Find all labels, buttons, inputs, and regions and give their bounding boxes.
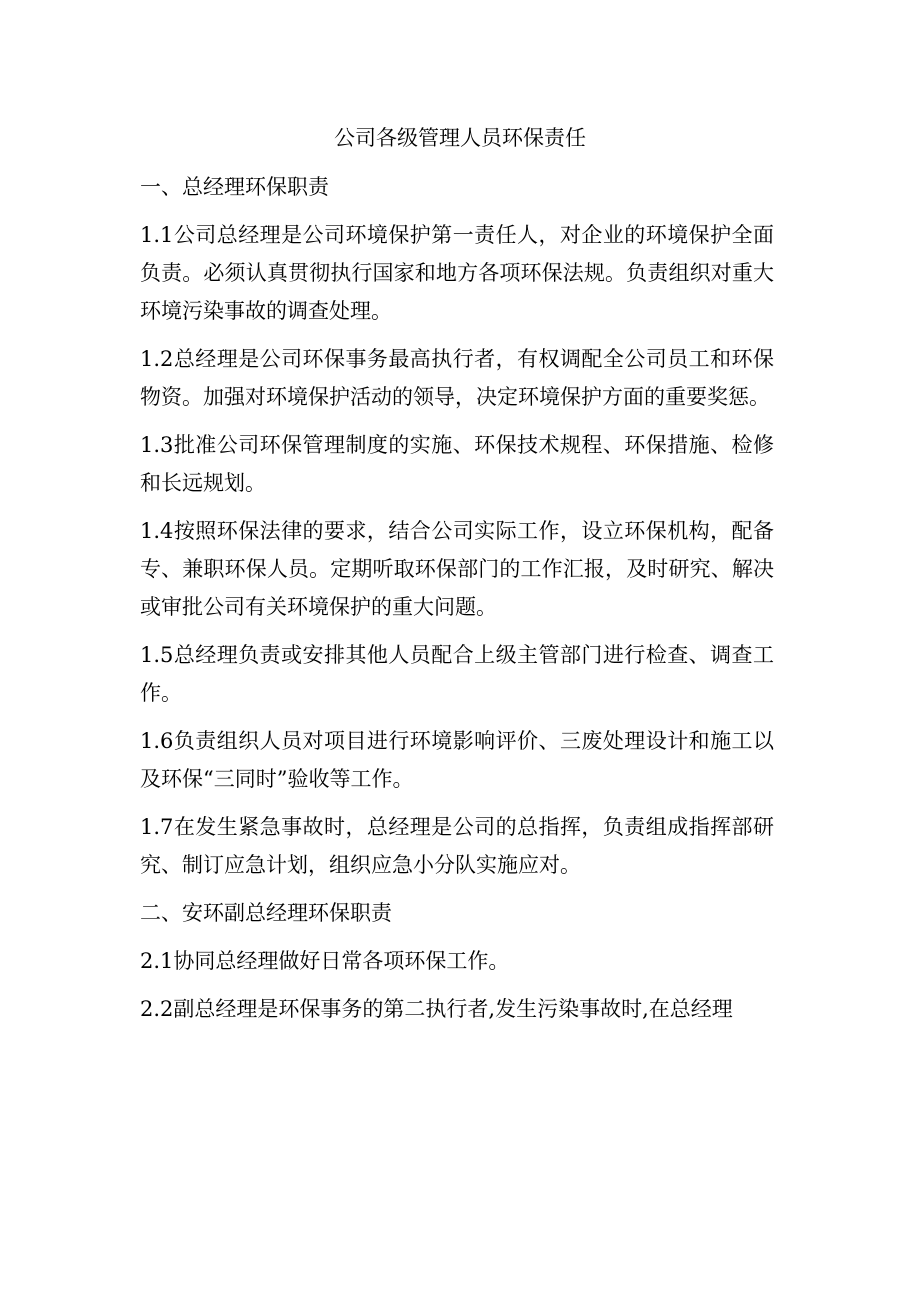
section-heading: 二、安环副总经理环保职责 bbox=[140, 901, 392, 925]
document-title: 公司各级管理人员环保责任 bbox=[334, 126, 586, 150]
clause-1-5: 1.5总经理负责或安排其他人员配合上级主管部门进行检查、调查工作。 bbox=[140, 643, 774, 705]
clause-1-6: 1.6负责组织人员对项目进行环境影响评价、三废处理设计和施工以及环保“三同时”验收等工作。 bbox=[140, 729, 774, 791]
document-body bbox=[140, 168, 774, 1038]
clause-2-1: 2.1协同总经理做好日常各项环保工作。 bbox=[140, 949, 510, 973]
section-deputy-general-manager bbox=[140, 894, 774, 1028]
clause-2-2: 2.2副总经理是环保事务的第二执行者,发生污染事故时,在总经理 bbox=[140, 997, 733, 1021]
clause-1-4: 1.4按照环保法律的要求，结合公司实际工作，设立环保机构，配备专、兼职环保人员。定期听取环保部门的工作汇报，及时研究、解决或审批公司有关环境保护的重大问题。 bbox=[140, 519, 774, 619]
section-general-manager bbox=[140, 168, 774, 884]
clause-1-2: 1.2总经理是公司环保事务最高执行者，有权调配全公司员工和环保物资。加强对环境保护活动的领导，决定环境保护方面的重要奖惩。 bbox=[140, 347, 774, 409]
clause-1-3: 1.3批准公司环保管理制度的实施、环保技术规程、环保措施、检修和长远规划。 bbox=[140, 433, 774, 495]
clause-1-7: 1.7在发生紧急事故时，总经理是公司的总指挥，负责组成指挥部研究、制订应急计划，组织应急小分队实施应对。 bbox=[140, 815, 774, 877]
clause-1-1: 1.1公司总经理是公司环境保护第一责任人，对企业的环境保护全面负责。必须认真贯彻执行国家和地方各项环保法规。负责组织对重大环境污染事故的调查处理。 bbox=[140, 223, 774, 323]
section-heading: 一、总经理环保职责 bbox=[140, 175, 329, 199]
